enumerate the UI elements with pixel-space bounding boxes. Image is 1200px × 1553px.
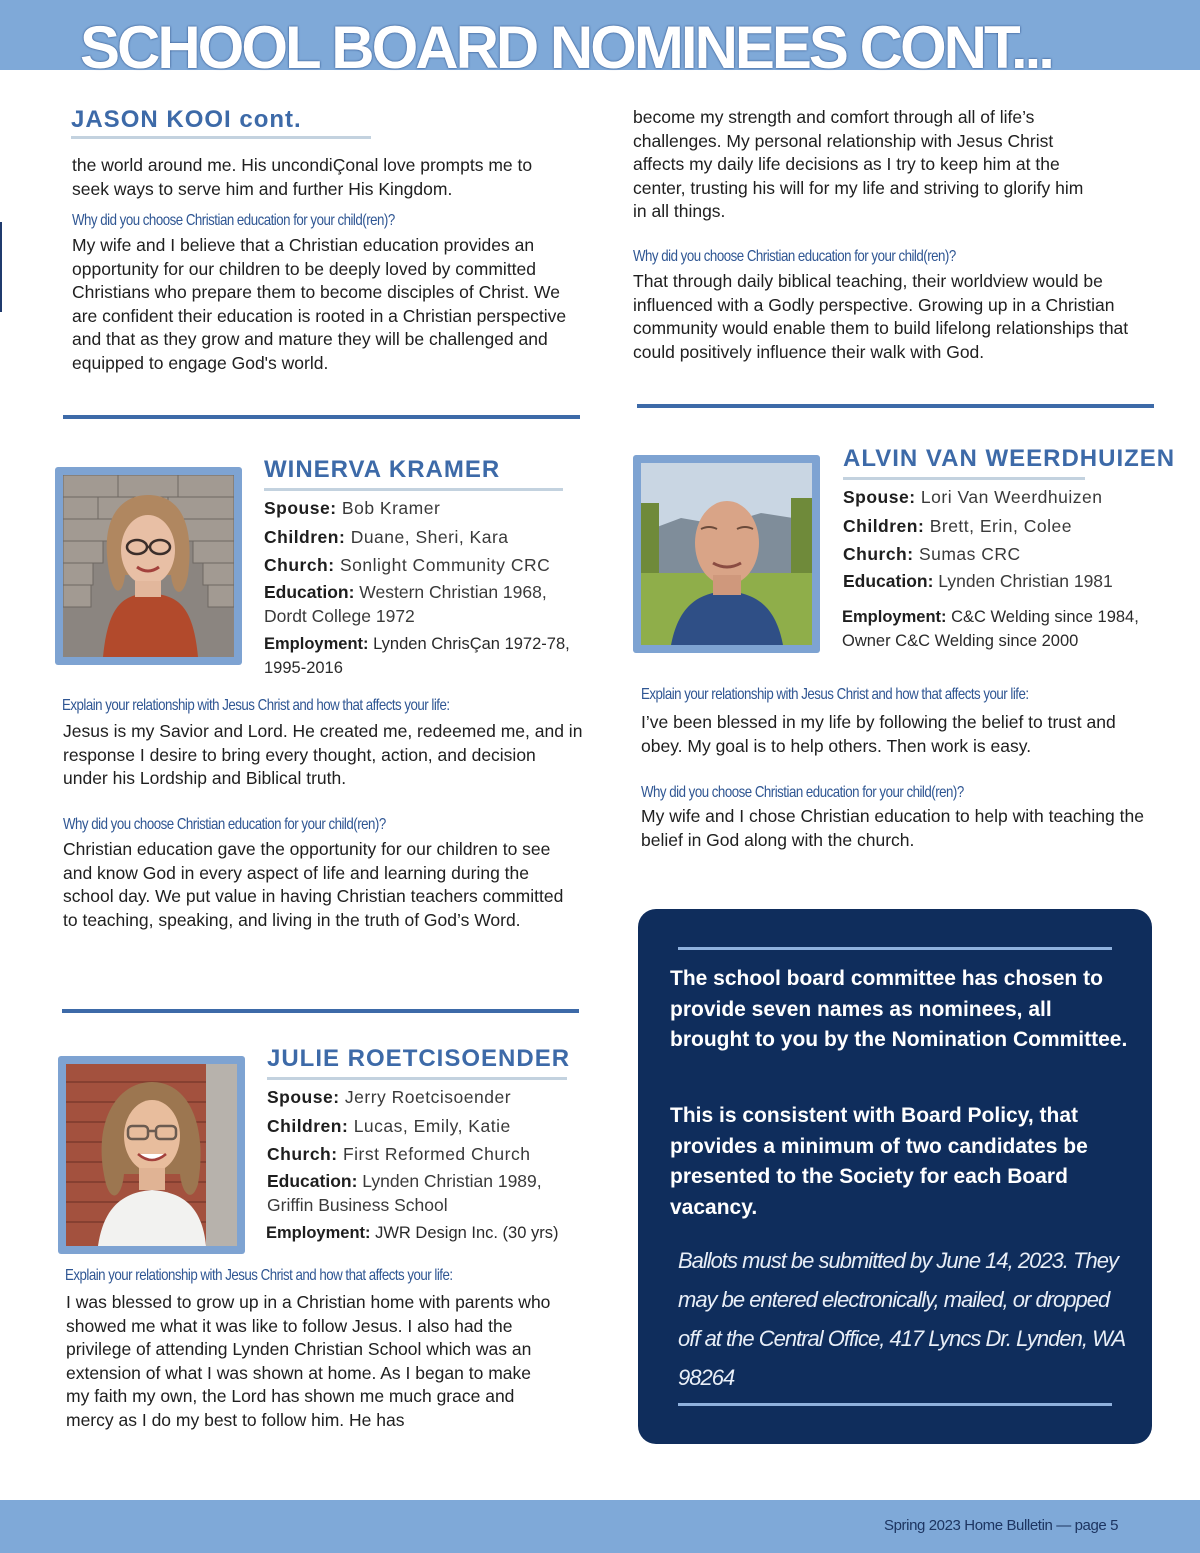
church-value: First Reformed Church <box>342 1144 531 1164</box>
winerva-faith-question: Explain your relationship with Jesus Christ and how that affects your life: <box>62 697 450 714</box>
jason-education-question: Why did you choose Christian education for your child(ren)? <box>72 212 395 229</box>
jason-education-answer: My wife and I believe that a Christian education provides an opportunity for our children to be deeply loved by committed Christians who prepare them to become disciples of Christ. We are confident their education is rooted in a Christian perspective and that as they grow and mature they will be challenged and equipped to engage God's world. <box>72 235 567 373</box>
spouse-value: Bob Kramer <box>341 498 441 518</box>
continued-faith-text: become my strength and comfort through all of life’s challenges. My personal relationship with Jesus Christ affects my daily life decisions as I try to keep him at the center, trusting his will for my life and striving to glorify him in all things. <box>633 107 1084 221</box>
ballot-deadline-note: Ballots must be submitted by June 14, 2023. They may be entered electronically, mailed, or dropped off at the Central Office, 417 Lyncs Dr. Lynden, WA 98264 <box>678 1248 1125 1390</box>
julie-name: JULIE ROETCISOENDER <box>267 1045 571 1072</box>
education-row-2 <box>264 604 550 628</box>
children-value: Duane, Sheri, Kara <box>350 526 509 547</box>
edge-mark <box>0 222 2 312</box>
name-underline <box>843 477 1085 480</box>
section-divider <box>637 404 1154 408</box>
education-value: Lynden Christian 1981 <box>938 570 1113 591</box>
church-row <box>267 1140 542 1169</box>
julie-faith-answer: I was blessed to grow up in a Christian home with parents who showed me what it was like to follow Jesus. I also had the privilege of attending Lynden Christian School which was an extension of what I was shown at home. As I began to make my faith my own, the Lord has shown me much grace and mercy as I do my best to follow him. He has <box>66 1292 551 1430</box>
church-value: Sumas CRC <box>918 544 1021 564</box>
employment-value: Lynden ChrisÇan 1972-78, <box>373 635 570 653</box>
education-value-2: Griffin Business School <box>267 1194 448 1215</box>
church-label: Church: <box>264 555 335 575</box>
education-value: Lynden Christian 1989, <box>362 1170 542 1191</box>
education-label: Education: <box>267 1170 358 1191</box>
employment-line-2: Owner C&C Welding since 2000 <box>842 632 1079 650</box>
alvin-education-answer: My wife and I chose Christian education to help with teaching the belief in God along with the church. <box>641 806 1144 850</box>
name-underline <box>71 136 371 139</box>
ballot-callout <box>638 909 1152 1444</box>
employment-label: Employment: <box>266 1224 371 1242</box>
alvin-photo <box>633 455 820 653</box>
name-underline <box>267 1077 567 1080</box>
education-label: Education: <box>843 570 934 591</box>
spouse-label: Spouse: <box>267 1087 340 1107</box>
spouse-row <box>843 483 1113 512</box>
children-row <box>267 1112 542 1141</box>
callout-rule-bottom <box>678 1403 1112 1406</box>
alvin-name: ALVIN VAN WEERDHUIZEN <box>843 445 1176 472</box>
alvin-portrait <box>641 463 812 645</box>
winerva-education-question: Why did you choose Christian education for your child(ren)? <box>63 816 386 833</box>
jason-name: JASON KOOI cont. <box>71 106 302 133</box>
julie-employment <box>266 1221 558 1245</box>
children-label: Children: <box>267 1115 349 1136</box>
jason-faith-text: the world around me. His uncondiÇonal love prompts me to seek ways to serve him and further His Kingdom. <box>72 155 533 199</box>
winerva-faith-answer: Jesus is my Savior and Lord. He created me, redeemed me, and in response I desire to bring every thought, action, and decision under his Lordship and Biblical truth. <box>63 721 583 788</box>
julie-portrait <box>66 1064 237 1246</box>
spouse-value: Jerry Roetcisoender <box>344 1087 512 1107</box>
children-row <box>264 523 550 552</box>
continued-education-question: Why did you choose Christian education for your child(ren)? <box>633 248 956 265</box>
education-row <box>264 580 550 604</box>
church-row <box>264 551 550 580</box>
page-title: SCHOOL BOARD NOMINEES CONT... <box>80 14 1052 81</box>
section-divider <box>63 415 580 419</box>
church-row <box>843 540 1113 569</box>
spouse-row <box>264 494 550 523</box>
children-value: Lucas, Emily, Katie <box>353 1115 511 1136</box>
employment-value: C&C Welding since 1984, <box>951 608 1139 626</box>
name-underline <box>264 488 563 491</box>
winerva-facts <box>264 494 550 628</box>
winerva-photo <box>55 467 242 665</box>
julie-faith-question: Explain your relationship with Jesus Christ and how that affects your life: <box>65 1267 453 1284</box>
education-value: Western Christian 1968, <box>359 581 547 602</box>
page-footer: Spring 2023 Home Bulletin — page 5 <box>884 1517 1119 1534</box>
continued-education-answer: That through daily biblical teaching, their worldview would be influenced with a Godly perspective. Growing up in a Christian community would enable them to build lifelong relationships that could positively influence their walk with God. <box>633 271 1129 362</box>
julie-photo <box>58 1056 245 1254</box>
church-label: Church: <box>843 544 914 564</box>
employment-line <box>264 632 570 656</box>
education-label: Education: <box>264 581 355 602</box>
alvin-faith-question: Explain your relationship with Jesus Christ and how that affects your life: <box>641 686 1029 703</box>
employment-value: JWR Design Inc. (30 yrs) <box>375 1224 559 1242</box>
church-value: Sonlight Community CRC <box>339 555 551 575</box>
alvin-education-question: Why did you choose Christian education for your child(ren)? <box>641 784 964 801</box>
winerva-name: WINERVA KRAMER <box>264 456 501 483</box>
employment-label: Employment: <box>842 608 947 626</box>
spouse-label: Spouse: <box>843 487 916 507</box>
employment-label: Employment: <box>264 635 369 653</box>
children-row <box>843 512 1113 541</box>
employment-line <box>842 605 1139 629</box>
callout-paragraph-1: The school board committee has chosen to provide seven names as nominees, all brought to you by the Nomination Committee. <box>670 967 1128 1051</box>
education-row <box>843 569 1113 593</box>
education-row-2 <box>267 1193 542 1217</box>
alvin-faith-answer: I’ve been blessed in my life by following the belief to trust and obey. My goal is to help others. Then work is easy. <box>641 712 1116 756</box>
spouse-value: Lori Van Weerdhuizen <box>920 487 1103 507</box>
spouse-label: Spouse: <box>264 498 337 518</box>
alvin-facts <box>843 483 1113 593</box>
winerva-employment <box>264 632 570 680</box>
spouse-row <box>267 1083 542 1112</box>
church-label: Church: <box>267 1144 338 1164</box>
julie-facts <box>267 1083 542 1217</box>
section-divider <box>62 1009 579 1013</box>
callout-rule-top <box>678 947 1112 950</box>
alvin-employment <box>842 605 1139 653</box>
children-value: Brett, Erin, Colee <box>929 515 1072 536</box>
employment-line <box>266 1221 558 1245</box>
education-value-2: Dordt College 1972 <box>264 605 415 626</box>
winerva-portrait <box>63 475 234 657</box>
winerva-education-answer: Christian education gave the opportunity for our children to see and know God in every aspect of life and learning during the school day. We put value in having Christian teachers committed to teaching, speaking, and living in the truth of God’s Word. <box>63 839 564 930</box>
employment-line-2: 1995-2016 <box>264 659 343 677</box>
children-label: Children: <box>843 515 925 536</box>
callout-paragraph-2: This is consistent with Board Policy, that provides a minimum of two candidates be presented to the Society for each Board vacancy. <box>670 1104 1088 1219</box>
education-row <box>267 1169 542 1193</box>
children-label: Children: <box>264 526 346 547</box>
